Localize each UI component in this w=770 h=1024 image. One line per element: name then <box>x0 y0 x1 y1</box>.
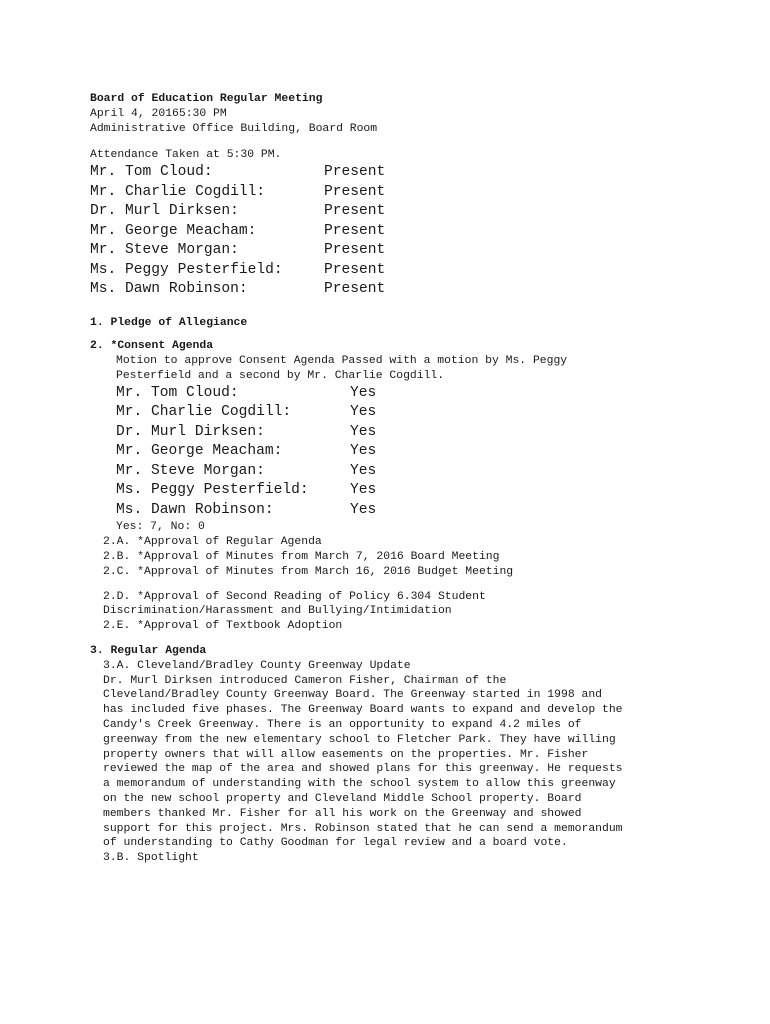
member-status: Present <box>324 281 386 298</box>
item-1-heading: 1. Pledge of Allegiance <box>90 316 248 329</box>
meeting-title: Board of Education Regular Meeting <box>90 93 323 105</box>
body-line: Cleveland/Bradley County Greenway Board. The Greenway started in 1998 and <box>103 689 602 702</box>
subitem-2d-line: Discrimination/Harassment and Bullying/Intimidation <box>103 605 452 618</box>
body-line: has included five phases. The Greenway Board wants to expand and develop the <box>103 704 623 717</box>
vote-row <box>116 403 710 423</box>
motion-line: Pesterfield and a second by Mr. Charlie Cogdill. <box>116 370 445 383</box>
attendance-row <box>90 202 710 222</box>
member-name: Mr. Tom Cloud: <box>116 384 239 401</box>
subitem-2e: 2.E. *Approval of Textbook Adoption <box>103 620 343 633</box>
member-vote: Yes <box>350 384 377 401</box>
member-status: Present <box>324 164 386 181</box>
consent-motion <box>116 354 710 535</box>
member-vote: Yes <box>350 501 377 518</box>
body-line: of understanding to Cathy Goodman for legal review and a board vote. <box>103 837 568 850</box>
vote-row <box>116 442 710 462</box>
member-status: Present <box>324 242 386 259</box>
subitem-2a: 2.A. *Approval of Regular Agenda <box>103 536 322 549</box>
body-line: members thanked Mr. Fisher for all his work on the Greenway and showed <box>103 807 582 820</box>
member-vote: Yes <box>350 404 377 421</box>
member-vote: Yes <box>350 482 377 499</box>
member-name: Mr. Charlie Cogdill: <box>116 404 292 421</box>
member-name: Ms. Peggy Pesterfield: <box>90 261 283 278</box>
vote-tally: Yes: 7, No: 0 <box>116 521 205 534</box>
attendance-row <box>90 163 710 183</box>
attendance-row <box>90 183 710 203</box>
member-name: Ms. Dawn Robinson: <box>116 501 274 518</box>
attendance-row <box>90 261 710 281</box>
item-2-heading: 2. *Consent Agenda <box>90 340 214 353</box>
subitem-2d <box>103 590 710 620</box>
member-status: Present <box>324 222 386 239</box>
member-name: Mr. George Meacham: <box>90 222 257 239</box>
subitem-2d-line: 2.D. *Approval of Second Reading of Policy 6.304 Student <box>103 590 486 603</box>
member-name: Dr. Murl Dirksen: <box>116 423 265 440</box>
member-vote: Yes <box>350 443 377 460</box>
body-line: reviewed the map of the area and showed plans for this greenway. He requests <box>103 763 623 776</box>
attendance-row <box>90 222 710 242</box>
vote-row <box>116 501 710 521</box>
member-vote: Yes <box>350 462 377 479</box>
body-line: Dr. Murl Dirksen introduced Cameron Fisher, Chairman of the <box>103 674 507 687</box>
vote-row <box>116 423 710 443</box>
member-name: Dr. Murl Dirksen: <box>90 203 239 220</box>
attendance-row <box>90 280 710 300</box>
body-line: on the new school property and Cleveland Middle School property. Board <box>103 792 582 805</box>
body-line: a memorandum of understanding with the school system to allow this greenway <box>103 778 616 791</box>
subitem-2b: 2.B. *Approval of Minutes from March 7, 2016 Board Meeting <box>103 550 500 563</box>
member-name: Mr. Tom Cloud: <box>90 164 213 181</box>
meeting-location: Administrative Office Building, Board Room <box>90 122 378 135</box>
attendance-caption: Attendance Taken at 5:30 PM. <box>90 149 282 162</box>
vote-row <box>116 481 710 501</box>
body-line: Candy's Creek Greenway. There is an opportunity to expand 4.2 miles of <box>103 718 582 731</box>
minutes-document <box>90 92 710 866</box>
member-status: Present <box>324 203 386 220</box>
subitem-3b-title: 3.B. Spotlight <box>103 852 199 865</box>
meeting-header <box>90 92 710 136</box>
item-3-heading: 3. Regular Agenda <box>90 644 207 657</box>
member-name: Mr. Steve Morgan: <box>116 462 265 479</box>
member-name: Mr. Steve Morgan: <box>90 242 239 259</box>
member-status: Present <box>324 183 386 200</box>
body-line: support for this project. Mrs. Robinson stated that he can send a memorandum <box>103 822 623 835</box>
vote-row <box>116 384 710 404</box>
subitem-2c: 2.C. *Approval of Minutes from March 16, 2016 Budget Meeting <box>103 565 514 578</box>
attendance-row <box>90 241 710 261</box>
meeting-datetime: April 4, 20165:30 PM <box>90 107 227 120</box>
member-name: Mr. Charlie Cogdill: <box>90 183 266 200</box>
vote-list <box>116 384 710 521</box>
member-name: Mr. George Meacham: <box>116 443 283 460</box>
subitem-3a-body <box>103 674 710 852</box>
attendance-list <box>90 163 710 300</box>
motion-line: Motion to approve Consent Agenda Passed with a motion by Ms. Peggy <box>116 355 568 368</box>
body-line: property owners that will allow easements on the properties. Mr. Fisher <box>103 748 589 761</box>
member-name: Ms. Dawn Robinson: <box>90 281 248 298</box>
member-status: Present <box>324 261 386 278</box>
vote-row <box>116 462 710 482</box>
member-name: Ms. Peggy Pesterfield: <box>116 482 309 499</box>
subitem-3a-title: 3.A. Cleveland/Bradley County Greenway Update <box>103 659 411 672</box>
body-line: greenway from the new elementary school to Fletcher Park. They have willing <box>103 733 616 746</box>
member-vote: Yes <box>350 423 377 440</box>
